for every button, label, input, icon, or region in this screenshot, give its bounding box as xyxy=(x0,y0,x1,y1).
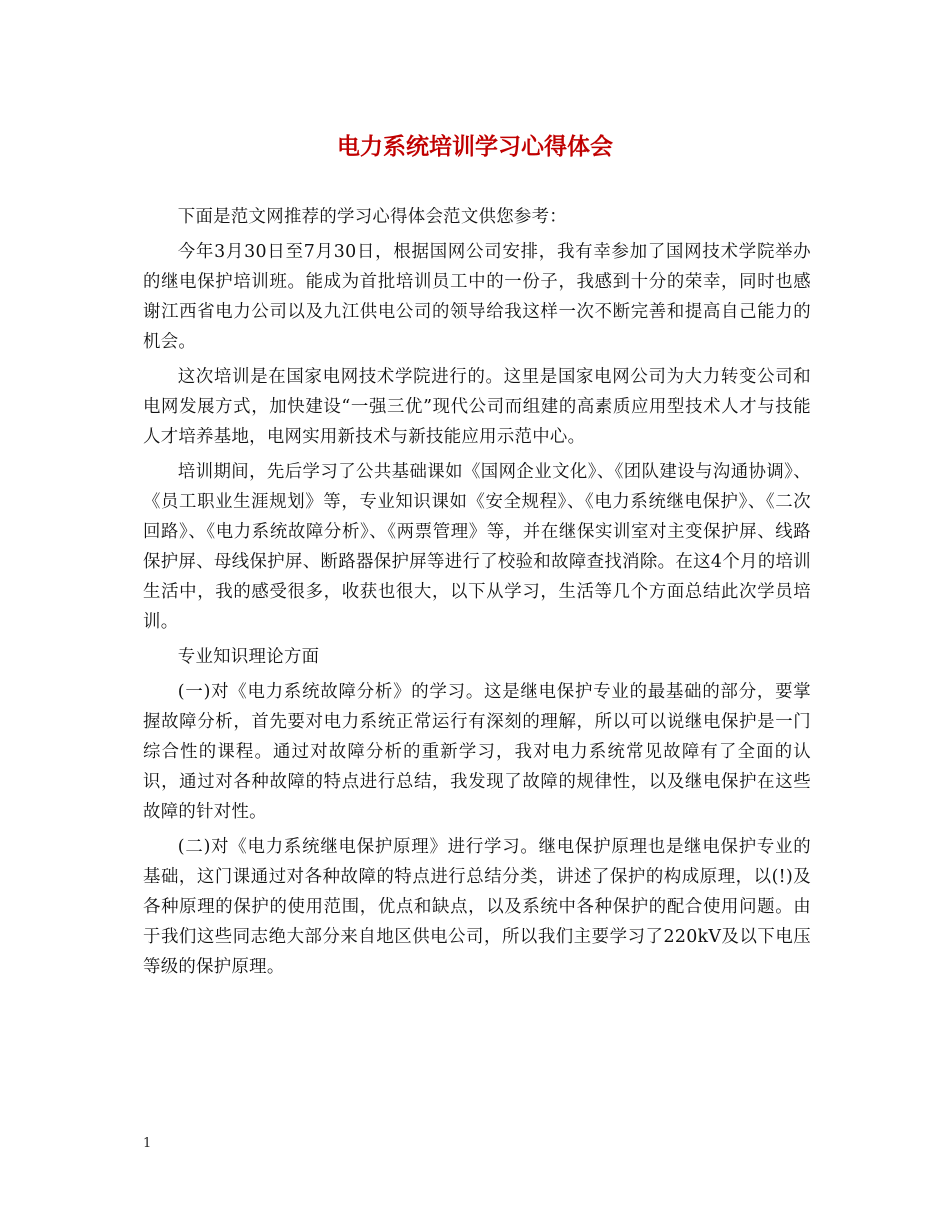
paragraph-courses: 培训期间，先后学习了公共基础课如《国网企业文化》、《团队建设与沟通协调》、《员工职业生涯规划》等，专业知识课如《安全规程》、《电力系统继电保护》、《二次回路》、《电力系统故障分析》、《两票管理》等，并在继保实训室对主变保护屏、线路保护屏、母线保护屏、断路器保护屏等进行了校验和故障查找消除。在这4个月的培训生活中，我的感受很多，收获也很大，以下从学习，生活等几个方面总结此次学员培训。 xyxy=(143,462,811,632)
paragraph-training-dates: 今年3月30日至7月30日，根据国网公司安排，我有幸参加了国网技术学院举办的继电保护培训班。能成为首批培训员工中的一份子，我感到十分的荣幸，同时也感谢江西省电力公司以及九江供电公司的领导给我这样一次不断完善和提高自己能力的机会。 xyxy=(143,242,811,352)
document-body xyxy=(143,202,811,987)
paragraph-intro: 下面是范文网推荐的学习心得体会范文供您参考： xyxy=(177,207,567,227)
paragraph-fault-analysis: (一)对《电力系统故障分析》的学习。这是继电保护专业的最基础的部分，要掌握故障分析，首先要对电力系统正常运行有深刻的理解，所以可以说继电保护是一门综合性的课程。通过对故障分析的重新学习，我对电力系统常见故障有了全面的认识，通过对各种故障的特点进行总结，我发现了故障的规律性，以及继电保护在这些故障的针对性。 xyxy=(143,682,811,822)
paragraph-protection-principle: (二)对《电力系统继电保护原理》进行学习。继电保护原理也是继电保护专业的基础，这门课通过对各种故障的特点进行总结分类，讲述了保护的构成原理，以(!)及各种原理的保护的使用范围，优点和缺点，以及系统中各种保护的配合使用问题。由于我们这些同志绝大部分来自地区供电公司，所以我们主要学习了220kV及以下电压等级的保护原理。 xyxy=(143,837,811,977)
section-heading-theory: 专业知识理论方面 xyxy=(177,647,320,667)
page-number: 1 xyxy=(143,1136,152,1151)
paragraph-training-location: 这次培训是在国家电网技术学院进行的。这里是国家电网公司为大力转变公司和电网发展方式，加快建设“一强三优”现代公司而组建的高素质应用型技术人才与技能人才培养基地，电网实用新技术与新技能应用示范中心。 xyxy=(143,367,811,447)
document-title: 电力系统培训学习心得体会 xyxy=(337,134,613,160)
